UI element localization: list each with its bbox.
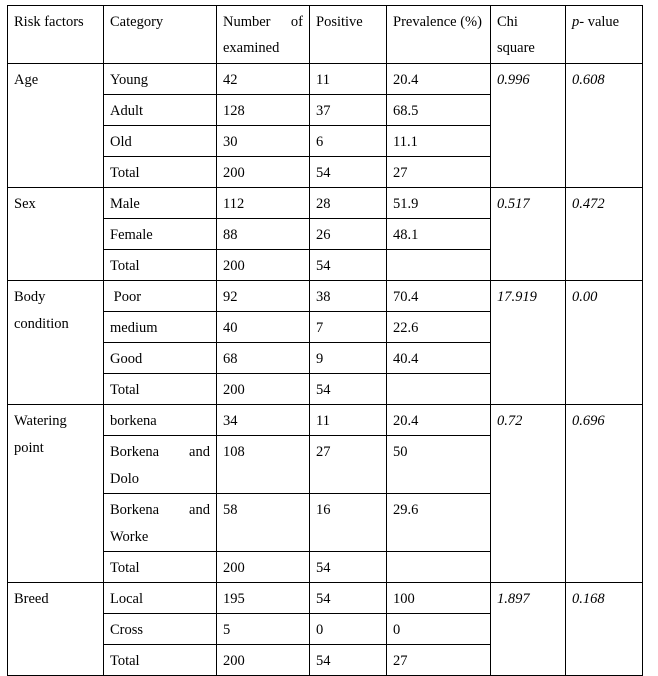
chi-square-cell: 1.897	[491, 583, 566, 676]
header-chi-square: Chi square	[491, 6, 566, 64]
positive-cell: 54	[310, 583, 387, 614]
chi-square-cell: 0.996	[491, 64, 566, 188]
positive-cell: 54	[310, 645, 387, 676]
prevalence-cell: 51.9	[387, 188, 491, 219]
number-cell: 128	[217, 95, 310, 126]
positive-cell: 54	[310, 157, 387, 188]
number-cell: 40	[217, 312, 310, 343]
prevalence-cell: 40.4	[387, 343, 491, 374]
category-cell: Young	[104, 64, 217, 95]
number-cell: 108	[217, 436, 310, 494]
risk-factor-cell: Breed	[8, 583, 104, 676]
category-cell: Adult	[104, 95, 217, 126]
positive-cell: 54	[310, 250, 387, 281]
prevalence-cell: 48.1	[387, 219, 491, 250]
prevalence-cell: 27	[387, 645, 491, 676]
category-cell: Total	[104, 552, 217, 583]
positive-cell: 11	[310, 405, 387, 436]
category-cell: Good	[104, 343, 217, 374]
header-category: Category	[104, 6, 217, 64]
category-cell: Total	[104, 250, 217, 281]
positive-cell: 0	[310, 614, 387, 645]
prevalence-cell: 0	[387, 614, 491, 645]
category-cell: Total	[104, 645, 217, 676]
number-cell: 195	[217, 583, 310, 614]
p-value-cell: 0.472	[566, 188, 643, 281]
positive-cell: 9	[310, 343, 387, 374]
number-cell: 30	[217, 126, 310, 157]
category-cell: Cross	[104, 614, 217, 645]
table-row	[8, 583, 643, 614]
p-value-cell: 0.608	[566, 64, 643, 188]
header-risk-factors: Risk factors	[8, 6, 104, 64]
table-row	[8, 281, 643, 312]
p-value-cell: 0.696	[566, 405, 643, 583]
number-cell: 68	[217, 343, 310, 374]
prevalence-cell: 100	[387, 583, 491, 614]
risk-factor-cell: Body condition	[8, 281, 104, 405]
positive-cell: 27	[310, 436, 387, 494]
positive-cell: 38	[310, 281, 387, 312]
category-cell: Old	[104, 126, 217, 157]
prevalence-cell	[387, 374, 491, 405]
number-cell: 200	[217, 157, 310, 188]
positive-cell: 28	[310, 188, 387, 219]
chi-square-cell: 0.517	[491, 188, 566, 281]
prevalence-cell: 11.1	[387, 126, 491, 157]
positive-cell: 6	[310, 126, 387, 157]
header-row	[8, 6, 643, 64]
number-cell: 34	[217, 405, 310, 436]
category-cell: Borkena and Worke	[104, 494, 217, 552]
header-prevalence: Prevalence (%)	[387, 6, 491, 64]
category-cell: Borkena and Dolo	[104, 436, 217, 494]
risk-factor-cell: Watering point	[8, 405, 104, 583]
positive-cell: 54	[310, 374, 387, 405]
number-cell: 58	[217, 494, 310, 552]
table-row	[8, 405, 643, 436]
category-cell: Poor	[104, 281, 217, 312]
prevalence-cell: 27	[387, 157, 491, 188]
category-cell: Female	[104, 219, 217, 250]
positive-cell: 37	[310, 95, 387, 126]
risk-factor-cell: Sex	[8, 188, 104, 281]
p-value-cell: 0.168	[566, 583, 643, 676]
positive-cell: 7	[310, 312, 387, 343]
prevalence-cell: 20.4	[387, 405, 491, 436]
p-value-cell: 0.00	[566, 281, 643, 405]
number-cell: 88	[217, 219, 310, 250]
number-cell: 200	[217, 552, 310, 583]
header-p-suffix: - value	[579, 14, 620, 30]
number-cell: 200	[217, 374, 310, 405]
header-p-value	[566, 6, 643, 64]
prevalence-cell: 70.4	[387, 281, 491, 312]
category-cell: borkena	[104, 405, 217, 436]
category-cell: medium	[104, 312, 217, 343]
table-row	[8, 64, 643, 95]
category-cell: Male	[104, 188, 217, 219]
category-cell: Total	[104, 157, 217, 188]
prevalence-cell: 68.5	[387, 95, 491, 126]
positive-cell: 16	[310, 494, 387, 552]
header-positive: Positive	[310, 6, 387, 64]
number-cell: 200	[217, 645, 310, 676]
prevalence-cell: 20.4	[387, 64, 491, 95]
prevalence-cell: 50	[387, 436, 491, 494]
number-cell: 42	[217, 64, 310, 95]
table-row	[8, 188, 643, 219]
chi-square-cell: 0.72	[491, 405, 566, 583]
prevalence-cell: 22.6	[387, 312, 491, 343]
number-cell: 92	[217, 281, 310, 312]
prevalence-cell: 29.6	[387, 494, 491, 552]
category-cell: Total	[104, 374, 217, 405]
number-cell: 5	[217, 614, 310, 645]
category-cell: Local	[104, 583, 217, 614]
header-p-italic: p	[572, 14, 580, 30]
positive-cell: 54	[310, 552, 387, 583]
chi-square-cell: 17.919	[491, 281, 566, 405]
number-cell: 112	[217, 188, 310, 219]
prevalence-cell	[387, 552, 491, 583]
risk-factor-table	[7, 5, 643, 676]
risk-factor-cell: Age	[8, 64, 104, 188]
number-cell: 200	[217, 250, 310, 281]
positive-cell: 26	[310, 219, 387, 250]
prevalence-cell	[387, 250, 491, 281]
header-number-examined: Number of examined	[217, 6, 310, 64]
positive-cell: 11	[310, 64, 387, 95]
